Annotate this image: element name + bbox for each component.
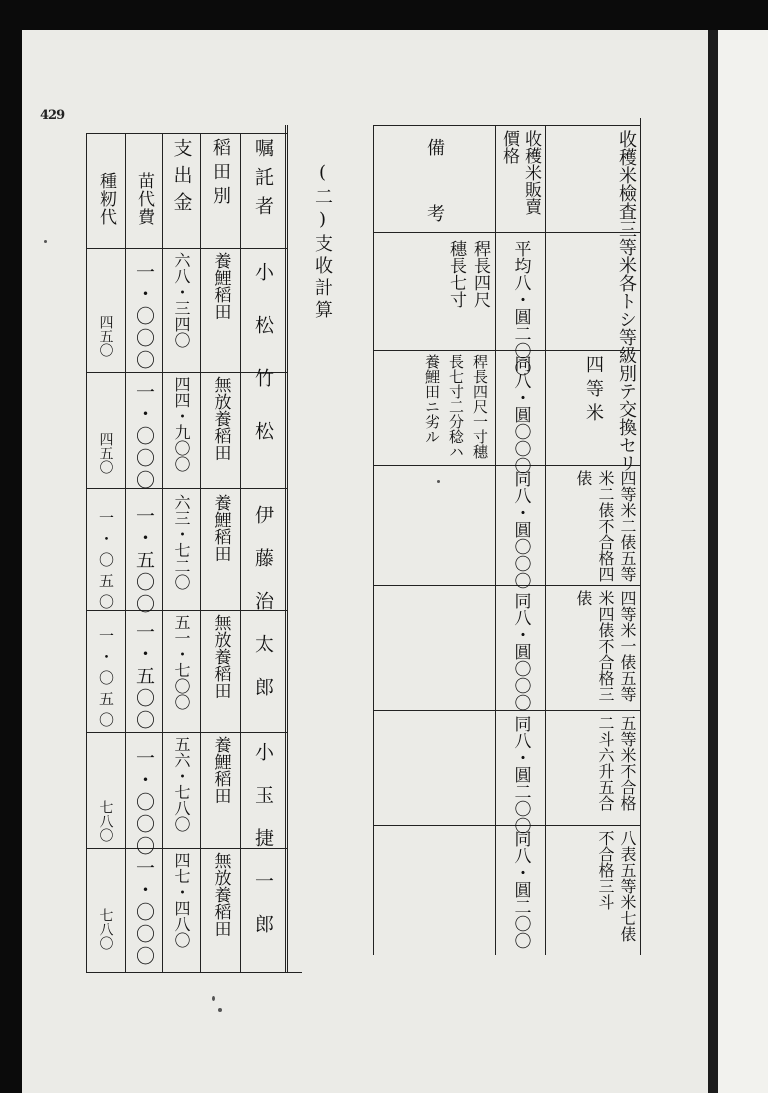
price-cell: 同八・圓二〇〇	[510, 715, 531, 834]
grade-cell: 四等米	[583, 355, 604, 427]
header-seedling-cost: 苗代費	[134, 172, 154, 226]
field-type-cell: 無放養稻田	[210, 614, 231, 699]
seed-cost-cell: 四五〇	[97, 432, 114, 474]
header-remarks: 備考	[424, 138, 445, 270]
expenditure-cell: 四七・四八〇	[172, 852, 191, 948]
scan-speck	[44, 240, 47, 243]
seed-cost-cell: 七八〇	[97, 800, 114, 842]
field-type-cell: 無放養稻田	[210, 376, 231, 461]
price-cell: 同八・圓〇〇〇	[510, 470, 531, 589]
remarks-cell: 稈長四尺穗長七寸	[446, 240, 490, 308]
expenditure-cell: 六八・三四〇	[172, 252, 191, 348]
seed-cost-cell: 四五〇	[97, 315, 114, 357]
field-type-cell: 養鯉稻田	[210, 736, 231, 804]
commissioner-name: 伊藤治太郎	[252, 505, 274, 720]
price-cell: 同八・圓〇〇〇	[510, 592, 531, 711]
header-expenditure: 支出金	[170, 138, 193, 219]
grade-cell: 四等米一俵五等米四俵不合格三俵	[574, 590, 637, 702]
price-cell: 平均八・圓二〇〇	[510, 240, 531, 376]
header-commissioner: 嘱託者	[252, 138, 274, 225]
field-type-cell: 無放養稻田	[210, 852, 231, 937]
seed-cost-cell: 七八〇	[97, 908, 114, 950]
grade-cell: 五等米不合格二斗六升五合	[596, 715, 637, 811]
header-price: 收穫米販賣價格	[499, 130, 541, 215]
page-mark: 429	[40, 108, 65, 123]
seedling-cost-cell: 一・〇〇〇	[133, 748, 155, 858]
header-grade: 收穫米檢査三等米各トシ等級別テ交換セリ	[616, 130, 637, 472]
seed-cost-cell: 一・〇五〇	[97, 628, 115, 733]
scan-speck	[437, 480, 440, 483]
seedling-cost-cell: 一・〇〇〇	[133, 262, 155, 372]
section-heading: (二)支收計算	[312, 162, 333, 322]
grade-cell: 八表五等米七俵不合格三斗	[596, 830, 637, 942]
scan-speck	[218, 1008, 222, 1012]
scan-speck	[212, 996, 215, 1001]
expenditure-cell: 五一・七〇〇	[172, 614, 191, 710]
remarks-cell: 稈長四尺一寸穗長七寸二分稔ハ養鯉田ニ劣ル	[423, 354, 489, 459]
header-field-type: 稻田別	[210, 138, 231, 210]
field-type-cell: 養鯉稻田	[210, 252, 231, 320]
grade-cell: 四等米二俵五等米二俵不合格四俵	[574, 470, 637, 582]
seedling-cost-cell: 一・五〇〇	[133, 622, 155, 732]
expenditure-cell: 四四・九〇〇	[172, 376, 191, 472]
seedling-cost-cell: 一・〇〇〇	[133, 382, 155, 492]
header-seed-cost: 種籾代	[96, 172, 116, 226]
seed-cost-cell: 一・〇五〇	[97, 510, 115, 615]
expenditure-cell: 六三・七二〇	[172, 494, 191, 590]
field-type-cell: 養鯉稻田	[210, 494, 231, 562]
page-edge	[708, 30, 768, 1093]
expenditure-cell: 五六・七八〇	[172, 736, 191, 832]
commissioner-name: 小玉捷一郎	[252, 742, 274, 957]
seedling-cost-cell: 一・五〇〇	[133, 506, 155, 616]
commissioner-name: 小松竹松	[252, 262, 274, 474]
price-cell: 同八・圓二〇〇	[510, 830, 531, 949]
price-cell: 同八・圓〇〇〇	[510, 355, 531, 474]
seedling-cost-cell: 一・〇〇〇	[133, 858, 155, 968]
